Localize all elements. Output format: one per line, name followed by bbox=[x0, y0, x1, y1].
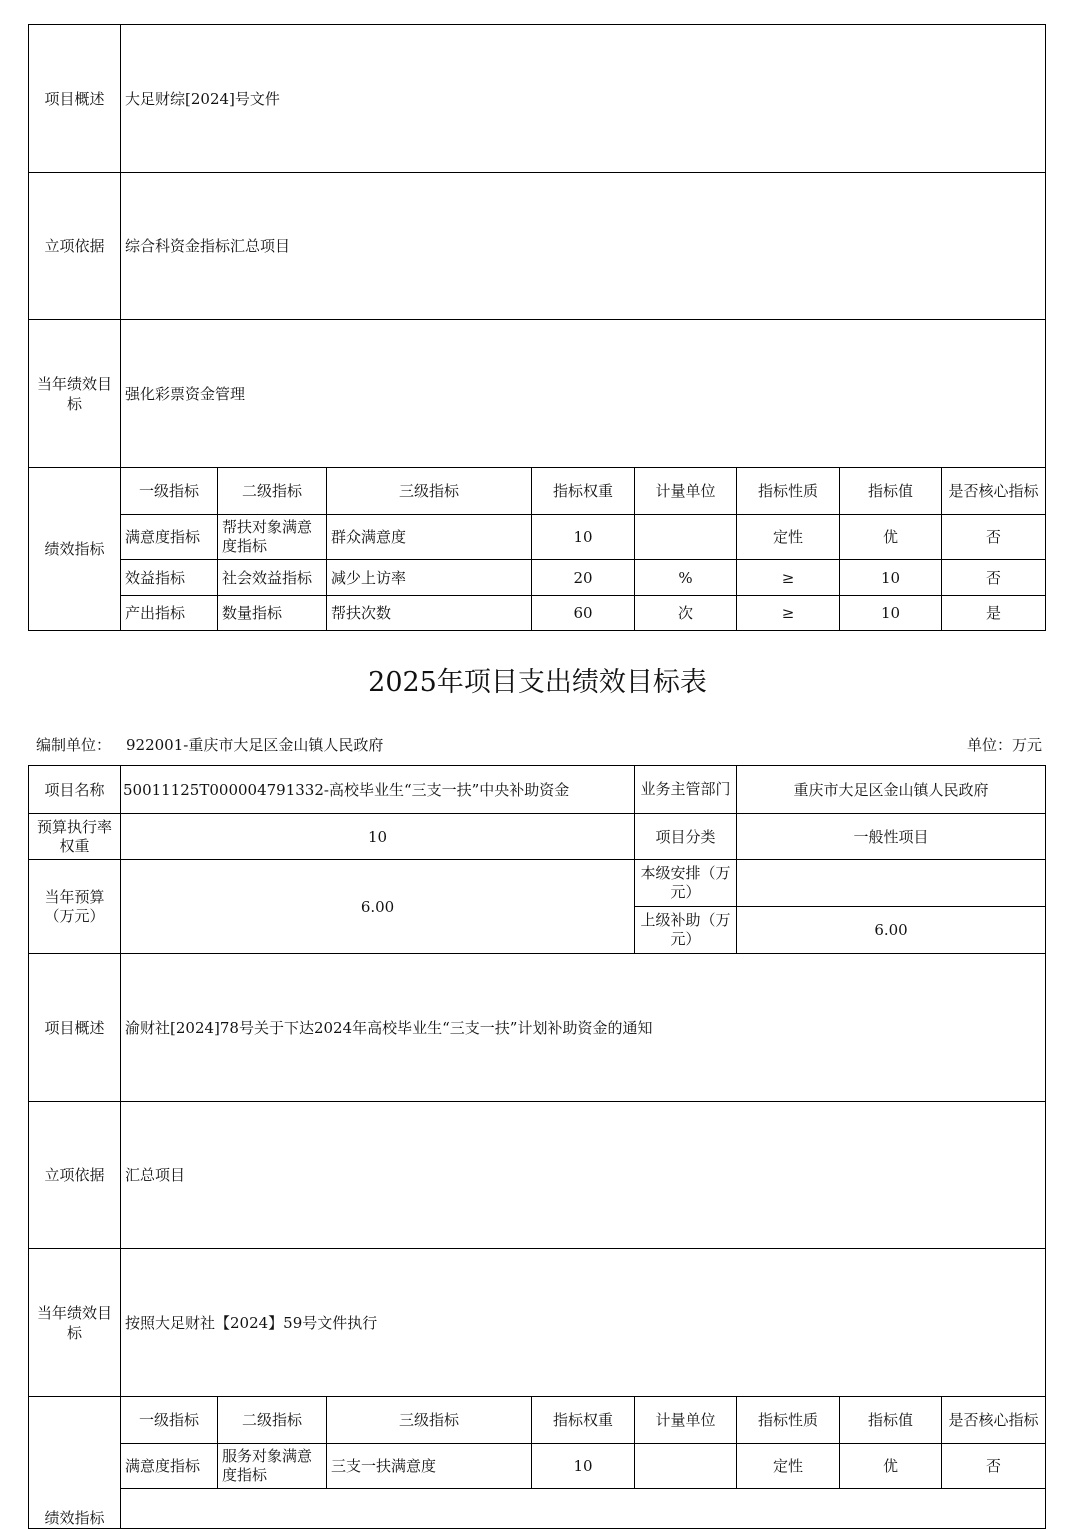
level3-cell: 帮扶次数 bbox=[327, 596, 532, 631]
section2-table bbox=[28, 765, 1046, 1529]
exec-weight-label: 预算执行率权重 bbox=[29, 814, 121, 860]
level3-cell: 群众满意度 bbox=[327, 515, 532, 560]
level3-cell: 三支一扶满意度 bbox=[327, 1444, 532, 1489]
level1-cell: 满意度指标 bbox=[121, 1444, 218, 1489]
exec-weight-value: 10 bbox=[121, 814, 635, 860]
level2-cell: 服务对象满意度指标 bbox=[218, 1444, 327, 1489]
basis-label: 立项依据 bbox=[29, 173, 121, 320]
category-label: 项目分类 bbox=[635, 814, 737, 860]
header-core: 是否核心指标 bbox=[942, 1397, 1046, 1444]
weight-cell: 60 bbox=[532, 596, 635, 631]
overview-text: 渝财社[2024]78号关于下达2024年高校毕业生“三支一扶”计划补助资金的通知 bbox=[121, 954, 1046, 1102]
goal-text: 按照大足财社【2024】59号文件执行 bbox=[121, 1249, 1046, 1397]
nature-cell: 定性 bbox=[737, 515, 840, 560]
level2-cell: 数量指标 bbox=[218, 596, 327, 631]
dept-name: 重庆市大足区金山镇人民政府 bbox=[737, 766, 1046, 814]
level2-cell: 帮扶对象满意度指标 bbox=[218, 515, 327, 560]
nature-cell: 定性 bbox=[737, 1444, 840, 1489]
level3-cell: 减少上访率 bbox=[327, 560, 532, 596]
overview-text: 大足财综[2024]号文件 bbox=[121, 25, 1046, 173]
header-level2: 二级指标 bbox=[218, 1397, 327, 1444]
goal-text: 强化彩票资金管理 bbox=[121, 320, 1046, 468]
value-cell: 10 bbox=[840, 596, 942, 631]
header-weight: 指标权重 bbox=[532, 1397, 635, 1444]
header-nature: 指标性质 bbox=[737, 1397, 840, 1444]
header-value: 指标值 bbox=[840, 468, 942, 515]
value-cell: 优 bbox=[840, 1444, 942, 1489]
header-level3: 三级指标 bbox=[327, 468, 532, 515]
unit-cell: 次 bbox=[635, 596, 737, 631]
empty-row bbox=[121, 1489, 1046, 1529]
unit-label: 单位：万元 bbox=[966, 736, 1042, 754]
local-label: 本级安排（万元） bbox=[635, 860, 737, 907]
weight-cell: 20 bbox=[532, 560, 635, 596]
budget-label: 当年预算（万元） bbox=[29, 860, 121, 954]
basis-text: 综合科资金指标汇总项目 bbox=[121, 173, 1046, 320]
basis-label: 立项依据 bbox=[29, 1102, 121, 1249]
overview-label: 项目概述 bbox=[29, 954, 121, 1102]
basis-text: 汇总项目 bbox=[121, 1102, 1046, 1249]
header-core: 是否核心指标 bbox=[942, 468, 1046, 515]
level2-cell: 社会效益指标 bbox=[218, 560, 327, 596]
upper-value: 6.00 bbox=[737, 907, 1046, 954]
level1-cell: 产出指标 bbox=[121, 596, 218, 631]
category-value: 一般性项目 bbox=[737, 814, 1046, 860]
goal-label: 当年绩效目标 bbox=[29, 320, 121, 468]
core-cell: 否 bbox=[942, 560, 1046, 596]
core-cell: 是 bbox=[942, 596, 1046, 631]
core-cell: 否 bbox=[942, 1444, 1046, 1489]
org-label: 编制单位： bbox=[36, 736, 112, 754]
unit-cell bbox=[635, 1444, 737, 1489]
weight-cell: 10 bbox=[532, 1444, 635, 1489]
dept-label: 业务主管部门 bbox=[635, 766, 737, 814]
level1-cell: 效益指标 bbox=[121, 560, 218, 596]
budget-value: 6.00 bbox=[121, 860, 635, 954]
unit-cell: % bbox=[635, 560, 737, 596]
header-level1: 一级指标 bbox=[121, 468, 218, 515]
header-unit: 计量单位 bbox=[635, 468, 737, 515]
project-name-label: 项目名称 bbox=[29, 766, 121, 814]
header-value: 指标值 bbox=[840, 1397, 942, 1444]
header-weight: 指标权重 bbox=[532, 468, 635, 515]
table-row bbox=[29, 1444, 1046, 1489]
org-name: 922001-重庆市大足区金山镇人民政府 bbox=[126, 736, 384, 754]
goal-label: 当年绩效目标 bbox=[29, 1249, 121, 1397]
level1-cell: 满意度指标 bbox=[121, 515, 218, 560]
upper-label: 上级补助（万元） bbox=[635, 907, 737, 954]
header-unit: 计量单位 bbox=[635, 1397, 737, 1444]
overview-label: 项目概述 bbox=[29, 25, 121, 173]
local-value bbox=[737, 860, 1046, 907]
value-cell: 10 bbox=[840, 560, 942, 596]
core-cell: 否 bbox=[942, 515, 1046, 560]
header-level3: 三级指标 bbox=[327, 1397, 532, 1444]
project-name: 50011125T000004791332-高校毕业生“三支一扶”中央补助资金 bbox=[121, 766, 635, 814]
indicator-label: 绩效指标 bbox=[29, 468, 121, 631]
header-level1: 一级指标 bbox=[121, 1397, 218, 1444]
nature-cell: ≥ bbox=[737, 596, 840, 631]
nature-cell: ≥ bbox=[737, 560, 840, 596]
indicator-label: 绩效指标 bbox=[29, 1397, 121, 1529]
header-level2: 二级指标 bbox=[218, 468, 327, 515]
value-cell: 优 bbox=[840, 515, 942, 560]
header-nature: 指标性质 bbox=[737, 468, 840, 515]
weight-cell: 10 bbox=[532, 515, 635, 560]
page-title: 2025年项目支出绩效目标表 bbox=[368, 667, 707, 698]
